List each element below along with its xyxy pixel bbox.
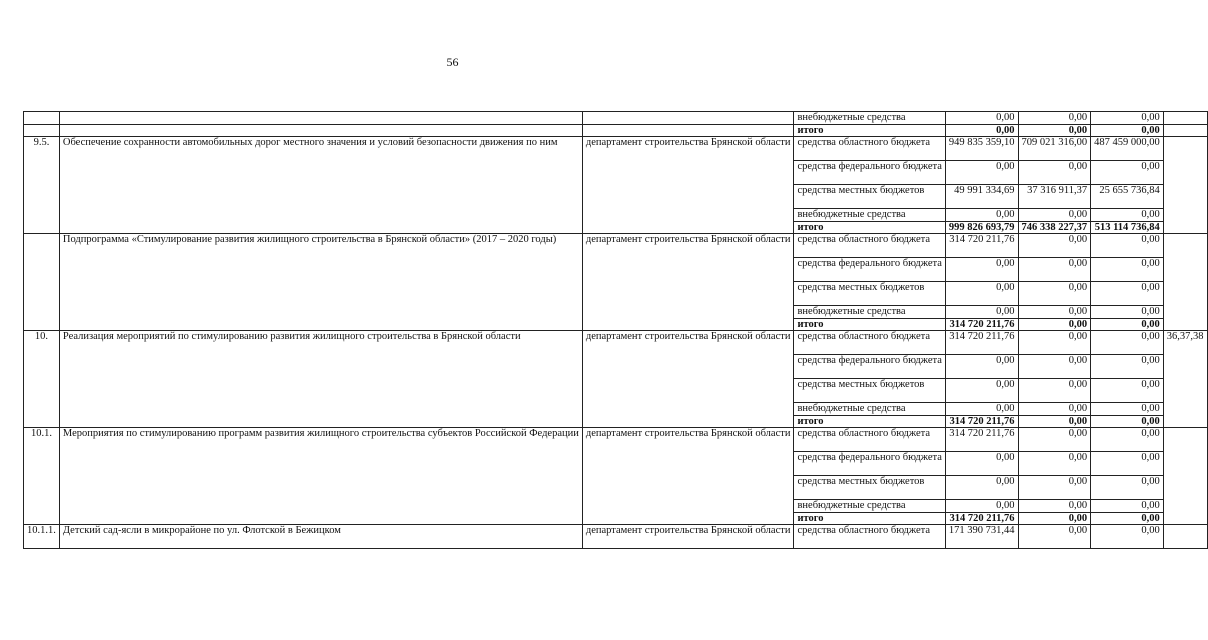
value-2020: 0,00 [1091, 209, 1164, 222]
value-2018: 0,00 [945, 452, 1018, 476]
value-2019: 0,00 [1018, 415, 1091, 428]
value-2020: 0,00 [1091, 428, 1164, 452]
row-number: 10.1.1. [24, 525, 60, 549]
value-2019: 0,00 [1018, 234, 1091, 258]
value-2019: 0,00 [1018, 476, 1091, 500]
table-row [24, 112, 1208, 125]
measure-name [59, 112, 582, 125]
value-2019: 0,00 [1018, 500, 1091, 513]
indicator-links [1163, 112, 1207, 125]
table-row [24, 428, 1208, 452]
row-number: 10. [24, 331, 60, 428]
value-2019: 0,00 [1018, 306, 1091, 319]
value-2020: 0,00 [1091, 161, 1164, 185]
measure-name: Подпрограмма «Стимулирование развития жилищного строительства в Брянской области» (2017 – 2020 годы) [59, 234, 582, 331]
value-2020: 0,00 [1091, 355, 1164, 379]
measure-name [59, 124, 582, 137]
value-2019: 0,00 [1018, 124, 1091, 137]
value-2018: 999 826 693,79 [945, 221, 1018, 234]
funding-source: средства федерального бюджета [794, 258, 945, 282]
executor: департамент строительства Брянской области [582, 234, 794, 331]
funding-source: средства областного бюджета [794, 428, 945, 452]
value-2018: 0,00 [945, 161, 1018, 185]
value-2020: 0,00 [1091, 500, 1164, 513]
funding-source: средства областного бюджета [794, 234, 945, 258]
indicator-links [1163, 137, 1207, 234]
measure-name: Детский сад-ясли в микрорайоне по ул. Флотской в Бежицком [59, 525, 582, 549]
value-2019: 0,00 [1018, 282, 1091, 306]
funding-source: средства местных бюджетов [794, 282, 945, 306]
table-row [24, 234, 1208, 258]
value-2020: 487 459 000,00 [1091, 137, 1164, 161]
value-2019: 746 338 227,37 [1018, 221, 1091, 234]
funding-source: внебюджетные средства [794, 209, 945, 222]
value-2019: 0,00 [1018, 331, 1091, 355]
value-2018: 314 720 211,76 [945, 331, 1018, 355]
row-number: 9.5. [24, 137, 60, 234]
funding-source: средства местных бюджетов [794, 185, 945, 209]
funding-source: средства областного бюджета [794, 137, 945, 161]
value-2020: 0,00 [1091, 258, 1164, 282]
executor: департамент строительства Брянской области [582, 428, 794, 525]
funding-source: средства федерального бюджета [794, 355, 945, 379]
executor [582, 124, 794, 137]
indicator-links [1163, 525, 1207, 549]
row-number [24, 112, 60, 125]
value-2018: 314 720 211,76 [945, 512, 1018, 525]
value-2020: 0,00 [1091, 112, 1164, 125]
value-2018: 0,00 [945, 500, 1018, 513]
value-2018: 314 720 211,76 [945, 318, 1018, 331]
executor: департамент строительства Брянской области [582, 525, 794, 549]
value-2019: 0,00 [1018, 355, 1091, 379]
value-2019: 37 316 911,37 [1018, 185, 1091, 209]
indicator-links [1163, 234, 1207, 331]
value-2018: 49 991 334,69 [945, 185, 1018, 209]
value-2019: 0,00 [1018, 258, 1091, 282]
value-2019: 0,00 [1018, 403, 1091, 416]
row-number [24, 124, 60, 137]
table-row [24, 124, 1208, 137]
funding-source: итого [794, 415, 945, 428]
value-2020: 0,00 [1091, 452, 1164, 476]
value-2018: 314 720 211,76 [945, 415, 1018, 428]
value-2020: 0,00 [1091, 318, 1164, 331]
value-2019: 0,00 [1018, 525, 1091, 549]
value-2020: 0,00 [1091, 306, 1164, 319]
value-2020: 0,00 [1091, 379, 1164, 403]
value-2020: 0,00 [1091, 476, 1164, 500]
indicator-links [1163, 124, 1207, 137]
value-2019: 0,00 [1018, 209, 1091, 222]
funding-source: средства местных бюджетов [794, 379, 945, 403]
value-2018: 0,00 [945, 112, 1018, 125]
value-2020: 513 114 736,84 [1091, 221, 1164, 234]
value-2018: 0,00 [945, 209, 1018, 222]
row-number [24, 234, 60, 331]
value-2019: 0,00 [1018, 161, 1091, 185]
value-2020: 0,00 [1091, 234, 1164, 258]
indicator-links: 36,37,38 [1163, 331, 1207, 428]
measure-name: Обеспечение сохранности автомобильных дорог местного значения и условий безопасности движения по ним [59, 137, 582, 234]
value-2019: 0,00 [1018, 379, 1091, 403]
row-number: 10.1. [24, 428, 60, 525]
funding-source: внебюджетные средства [794, 306, 945, 319]
executor: департамент строительства Брянской области [582, 331, 794, 428]
value-2018: 0,00 [945, 124, 1018, 137]
funding-source: средства местных бюджетов [794, 476, 945, 500]
value-2018: 949 835 359,10 [945, 137, 1018, 161]
funding-source: внебюджетные средства [794, 112, 945, 125]
value-2018: 314 720 211,76 [945, 428, 1018, 452]
funding-source: внебюджетные средства [794, 500, 945, 513]
measure-name: Реализация мероприятий по стимулированию развития жилищного строительства в Брянской области [59, 331, 582, 428]
value-2020: 0,00 [1091, 124, 1164, 137]
value-2020: 0,00 [1091, 403, 1164, 416]
funding-source: внебюджетные средства [794, 403, 945, 416]
value-2020: 0,00 [1091, 415, 1164, 428]
value-2018: 0,00 [945, 306, 1018, 319]
value-2018: 0,00 [945, 476, 1018, 500]
executor: департамент строительства Брянской области [582, 137, 794, 234]
funding-source: итого [794, 512, 945, 525]
value-2020: 25 655 736,84 [1091, 185, 1164, 209]
funding-source: итого [794, 221, 945, 234]
value-2018: 0,00 [945, 403, 1018, 416]
value-2020: 0,00 [1091, 512, 1164, 525]
indicator-links [1163, 428, 1207, 525]
funding-source: средства федерального бюджета [794, 161, 945, 185]
value-2019: 709 021 316,00 [1018, 137, 1091, 161]
value-2018: 0,00 [945, 355, 1018, 379]
value-2019: 0,00 [1018, 452, 1091, 476]
table-row [24, 525, 1208, 549]
value-2019: 0,00 [1018, 318, 1091, 331]
value-2018: 314 720 211,76 [945, 234, 1018, 258]
funding-source: средства федерального бюджета [794, 452, 945, 476]
value-2018: 0,00 [945, 258, 1018, 282]
executor [582, 112, 794, 125]
page-number: 56 [446, 55, 459, 69]
value-2020: 0,00 [1091, 331, 1164, 355]
funding-source: средства областного бюджета [794, 525, 945, 549]
table-row [24, 137, 1208, 161]
value-2018: 0,00 [945, 282, 1018, 306]
value-2020: 0,00 [1091, 525, 1164, 549]
value-2018: 171 390 731,44 [945, 525, 1018, 549]
measure-name: Мероприятия по стимулированию программ развития жилищного строительства субъектов Российской Федерации [59, 428, 582, 525]
value-2019: 0,00 [1018, 428, 1091, 452]
value-2019: 0,00 [1018, 512, 1091, 525]
value-2019: 0,00 [1018, 112, 1091, 125]
value-2020: 0,00 [1091, 282, 1164, 306]
table-row [24, 331, 1208, 355]
budget-table [23, 111, 1208, 549]
value-2018: 0,00 [945, 379, 1018, 403]
funding-source: итого [794, 124, 945, 137]
funding-source: итого [794, 318, 945, 331]
funding-source: средства областного бюджета [794, 331, 945, 355]
